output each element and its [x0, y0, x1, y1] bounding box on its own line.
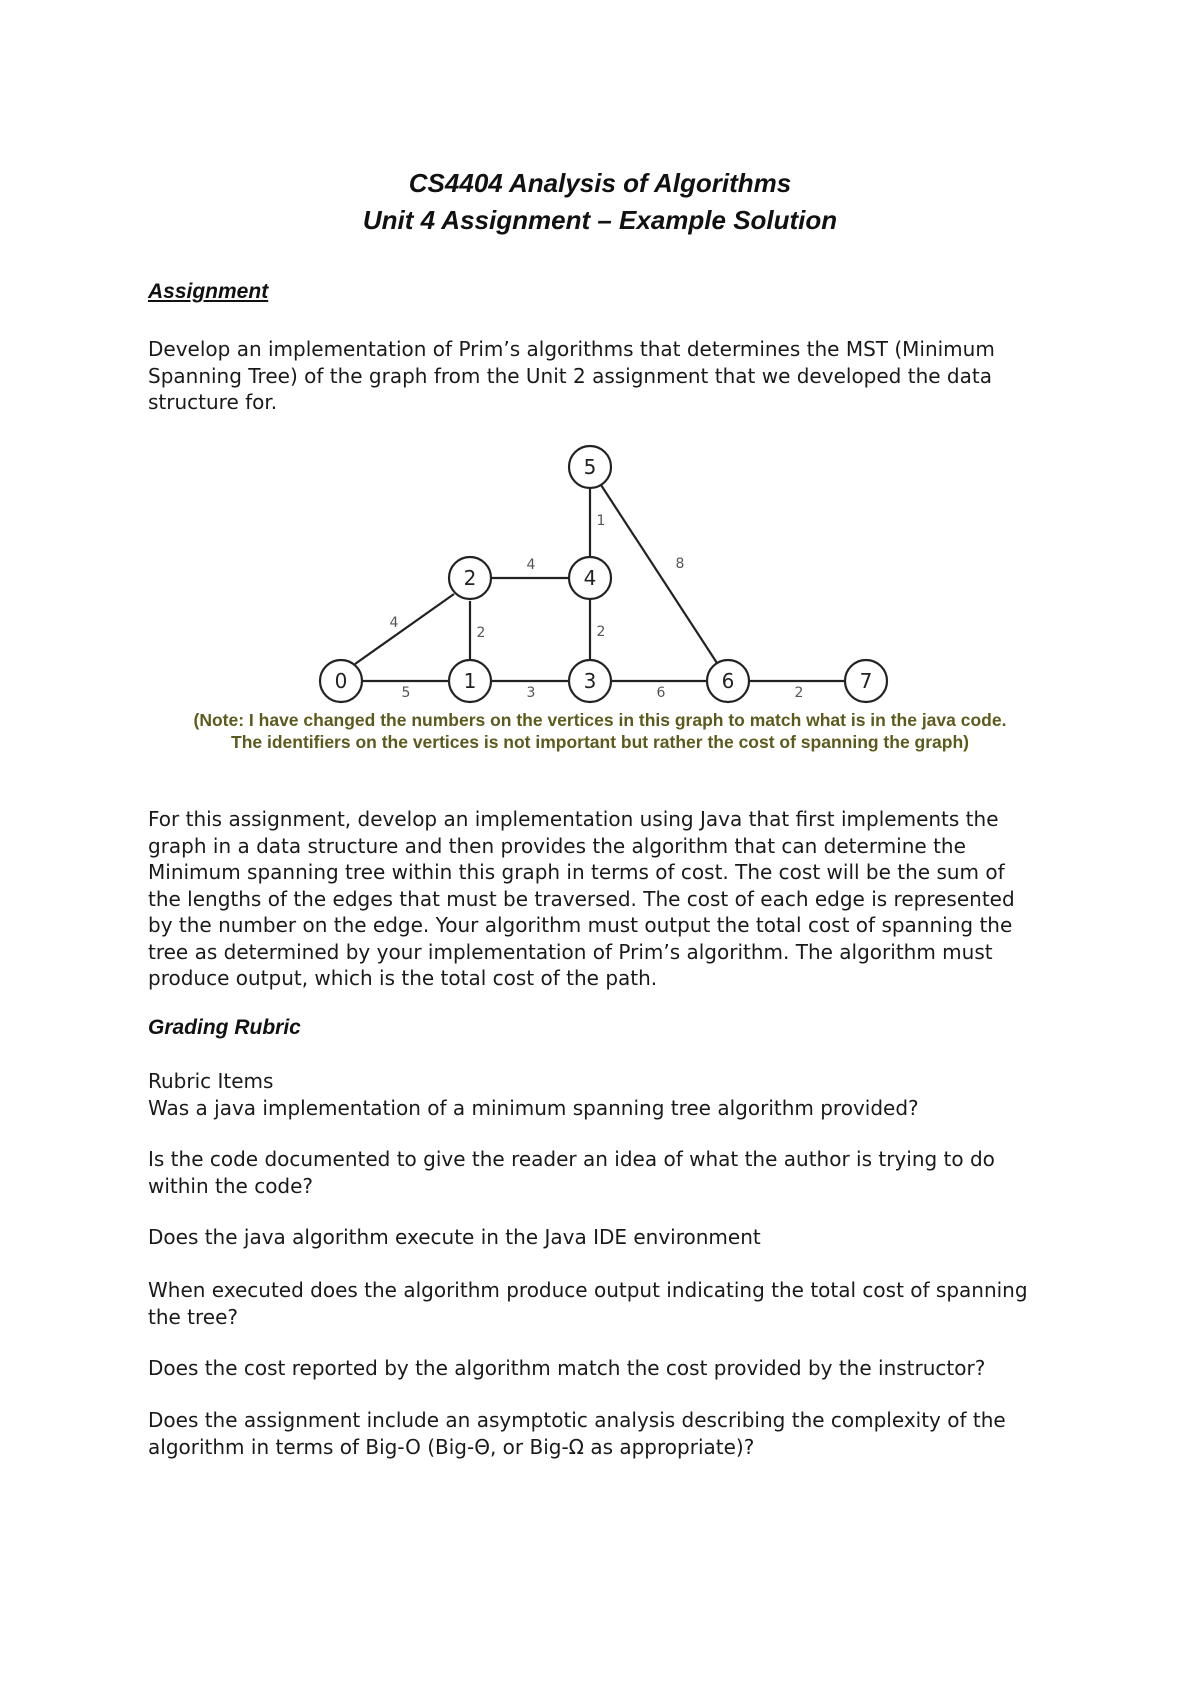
edge-5-6 [601, 485, 717, 663]
note-line: The identifiers on the vertices is not important but rather the cost of spanning the graph) [231, 732, 969, 752]
grading-rubric-heading: Grading Rubric [148, 1016, 301, 1039]
vertex-label-2: 2 [463, 566, 477, 590]
edge-weight-5-6: 8 [675, 556, 685, 572]
edge-weight-3-4: 2 [596, 624, 606, 640]
note-line: (Note: I have changed the numbers on the vertices in this graph to match what is in the java code. [193, 710, 1007, 730]
vertex-label-6: 6 [721, 669, 735, 693]
graph-note [0, 709, 1200, 753]
rubric-question-4-line: When executed does the algorithm produce output indicating the total cost of spanning [148, 1278, 1028, 1302]
assignment-body [148, 806, 1048, 992]
vertex-label-0: 0 [334, 669, 348, 693]
rubric-question-6-line: Does the assignment include an asymptotic analysis describing the complexity of the [148, 1408, 1006, 1432]
rubric-question-1: Was a java implementation of a minimum spanning tree algorithm provided? [148, 1095, 919, 1120]
rubric-question-3-text: Does the java algorithm execute in the Java IDE environment [148, 1225, 761, 1249]
vertex-label-1: 1 [463, 669, 477, 693]
intro-line: Spanning Tree) of the graph from the Unit 2 assignment that we developed the data [148, 363, 992, 388]
document-subtitle: Unit 4 Assignment – Example Solution [362, 205, 838, 235]
edge-weight-6-7: 2 [794, 685, 804, 701]
rubric-question-6 [148, 1407, 1048, 1460]
vertex-label-5: 5 [583, 455, 597, 479]
edge-weight-1-3: 3 [526, 685, 536, 701]
rubric-items-label-text: Rubric Items [148, 1069, 274, 1093]
vertex-label-4: 4 [583, 566, 597, 590]
rubric-question-4 [148, 1277, 1048, 1330]
vertex-label-3: 3 [583, 669, 597, 693]
edge-weight-0-2: 4 [389, 615, 399, 631]
edge-0-2 [355, 594, 454, 664]
rubric-question-2-line: within the code? [148, 1173, 314, 1198]
body-line: the lengths of the edges that must be traversed. The cost of each edge is represented [148, 886, 1015, 911]
edge-weight-3-6: 6 [656, 685, 666, 701]
rubric-question-3 [148, 1224, 1048, 1251]
body-line: produce output, which is the total cost of the path. [148, 966, 658, 990]
rubric-items-label [148, 1068, 1048, 1121]
vertex-label-7: 7 [859, 669, 873, 693]
rubric-question-4-line: the tree? [148, 1304, 239, 1329]
assignment-heading: Assignment [148, 280, 269, 303]
rubric-question-5 [148, 1355, 1048, 1382]
document-title: CS4404 Analysis of Algorithms [408, 168, 792, 198]
edge-weight-1-2: 2 [476, 625, 486, 641]
edge-weight-2-4: 4 [526, 557, 536, 573]
rubric-question-5-text: Does the cost reported by the algorithm match the cost provided by the instructor? [148, 1356, 986, 1380]
intro-line: Develop an implementation of Prim’s algorithms that determines the MST (Minimum [148, 337, 995, 361]
body-line: tree as determined by your implementation of Prim’s algorithm. The algorithm must [148, 939, 993, 964]
edge-weight-4-5: 1 [596, 513, 606, 529]
rubric-question-6-line: algorithm in terms of Big-O (Big-Θ, or Big-Ω as appropriate)? [148, 1434, 755, 1459]
body-line: by the number on the edge. Your algorithm must output the total cost of spanning the [148, 913, 1013, 937]
body-line: For this assignment, develop an implementation using Java that first implements the [148, 807, 999, 831]
intro-line: structure for. [148, 390, 278, 414]
body-line: graph in a data structure and then provides the algorithm that can determine the [148, 833, 966, 858]
edge-weight-0-1: 5 [401, 685, 411, 701]
body-line: Minimum spanning tree within this graph in terms of cost. The cost will be the sum of [148, 860, 1005, 884]
rubric-question-2 [148, 1146, 1048, 1199]
rubric-question-2-line: Is the code documented to give the reader an idea of what the author is trying to do [148, 1147, 995, 1171]
